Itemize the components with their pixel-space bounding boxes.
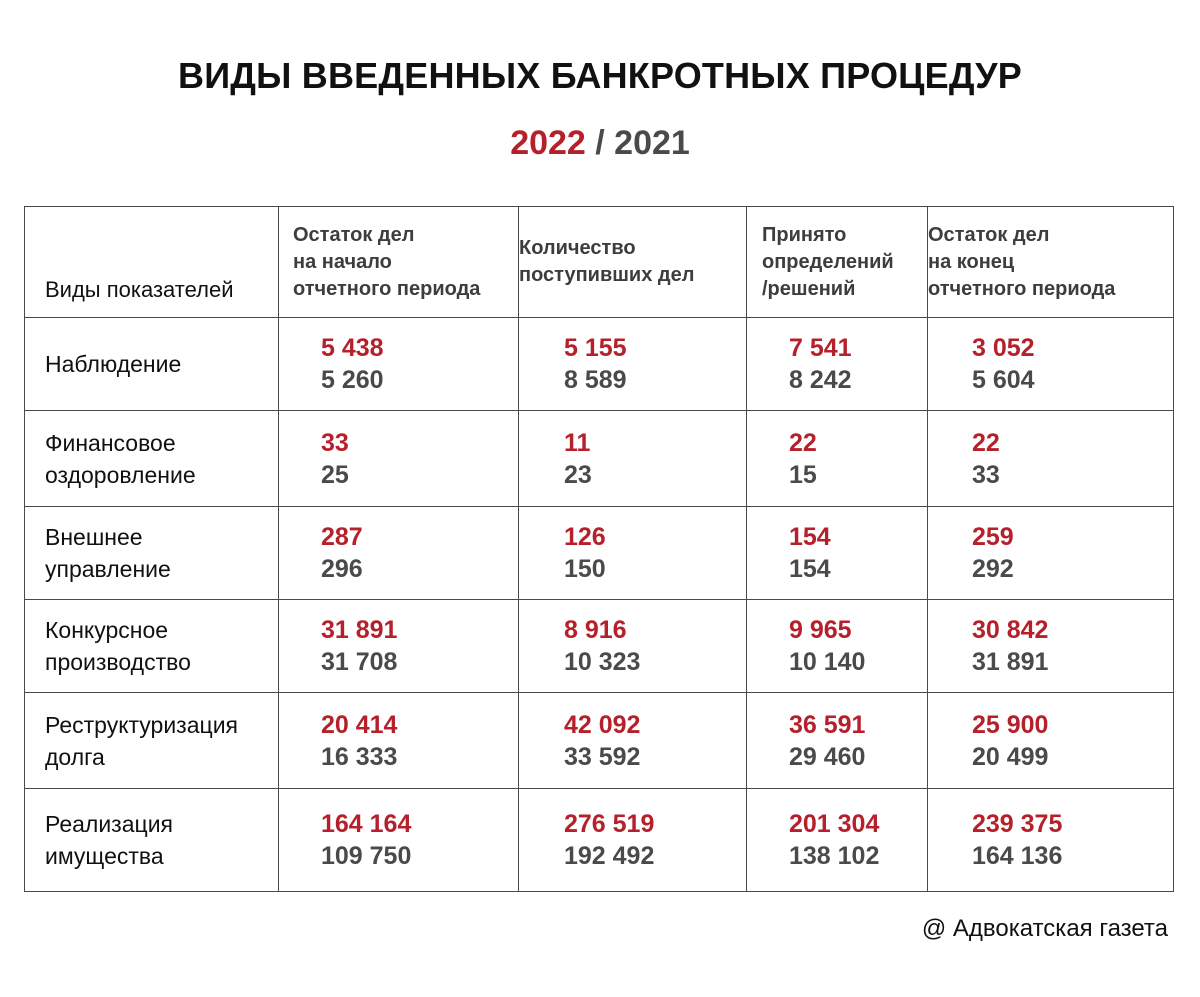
value-cell [747, 600, 928, 693]
row-label-line: производство [45, 649, 191, 675]
value-2022: 22 [972, 428, 1000, 457]
header-line: поступивших дел [519, 264, 695, 286]
value-2022: 201 304 [789, 810, 880, 838]
header-line: /решений [762, 277, 856, 300]
value-cell [747, 411, 928, 507]
value-2022: 5 438 [321, 334, 384, 362]
row-label-line: долга [45, 743, 105, 770]
value-2021: 150 [564, 555, 606, 583]
header-closing-balance [928, 207, 1174, 318]
years-subtitle [0, 124, 1200, 163]
header-line: Принято [762, 223, 847, 246]
value-cell [519, 600, 747, 693]
value-2022: 276 519 [564, 810, 655, 838]
header-opening-balance [279, 207, 519, 318]
value-2021: 10 140 [789, 648, 866, 676]
row-label-line: Наблюдение [45, 351, 182, 377]
value-2021: 25 [321, 460, 349, 489]
year-current: 2022 [510, 124, 586, 162]
row-label [25, 789, 279, 892]
header-indicator-types [25, 207, 279, 318]
value-cell [279, 507, 519, 600]
row-label [25, 693, 279, 789]
value-2021: 192 492 [564, 842, 655, 870]
header-line: Остаток дел [928, 223, 1050, 246]
header-line: Остаток дел [293, 223, 415, 246]
value-cell [519, 693, 747, 789]
value-2022: 42 092 [564, 710, 641, 739]
value-2021: 23 [564, 460, 592, 489]
table-row [25, 693, 1174, 789]
value-2022: 11 [564, 428, 591, 457]
value-2021: 33 [972, 460, 1000, 489]
value-2022: 164 164 [321, 810, 412, 838]
row-label [25, 507, 279, 600]
value-2021: 31 891 [972, 648, 1049, 676]
row-label [25, 411, 279, 507]
value-cell [519, 411, 747, 507]
row-label-line: Внешнее [45, 524, 143, 550]
value-2021: 5 604 [972, 366, 1035, 394]
source-credit: @ Адвокатская газета [921, 915, 1168, 942]
row-label-line: оздоровление [45, 461, 196, 488]
value-2022: 36 591 [789, 710, 866, 739]
value-2022: 31 891 [321, 616, 398, 644]
value-2021: 296 [321, 555, 363, 583]
value-2021: 20 499 [972, 742, 1049, 771]
header-line: Виды показателей [45, 277, 234, 302]
value-2022: 154 [789, 523, 831, 551]
value-cell [279, 600, 519, 693]
value-2022: 30 842 [972, 616, 1049, 644]
row-label-line: Реализация [45, 811, 173, 837]
header-decisions-taken [747, 207, 928, 318]
row-label [25, 318, 279, 411]
value-cell [928, 789, 1174, 892]
value-2022: 7 541 [789, 334, 852, 362]
value-2022: 22 [789, 428, 817, 457]
year-separator: / [585, 124, 615, 162]
table-row [25, 411, 1174, 507]
value-2021: 15 [789, 460, 817, 489]
value-2022: 5 155 [564, 334, 627, 362]
value-2022: 9 965 [789, 616, 852, 644]
header-line: определений [762, 250, 894, 273]
value-2022: 239 375 [972, 810, 1063, 838]
value-cell [928, 693, 1174, 789]
value-2022: 33 [321, 428, 349, 457]
value-2021: 292 [972, 555, 1014, 583]
table-row [25, 789, 1174, 892]
value-cell [747, 789, 928, 892]
page-title: ВИДЫ ВВЕДЕННЫХ БАНКРОТНЫХ ПРОЦЕДУР [178, 55, 1022, 96]
header-line: на конец [928, 250, 1015, 273]
value-2022: 287 [321, 523, 363, 551]
value-cell [928, 507, 1174, 600]
table-row [25, 507, 1174, 600]
value-2022: 20 414 [321, 710, 398, 739]
table-row [25, 318, 1174, 411]
row-label-line: Реструктуризация [45, 711, 238, 738]
value-cell [279, 318, 519, 411]
value-2021: 8 589 [564, 366, 627, 394]
value-2021: 138 102 [789, 842, 880, 870]
value-cell [928, 411, 1174, 507]
row-label-line: управление [45, 556, 171, 582]
row-label-line: Финансовое [45, 429, 176, 456]
value-cell [747, 318, 928, 411]
value-2021: 5 260 [321, 366, 384, 394]
value-2021: 154 [789, 555, 831, 583]
value-cell [519, 318, 747, 411]
header-line: отчетного периода [928, 277, 1116, 300]
value-cell [747, 693, 928, 789]
year-previous: 2021 [614, 124, 690, 162]
header-line: на начало [293, 250, 392, 273]
value-cell [519, 789, 747, 892]
value-cell [279, 789, 519, 892]
value-cell [928, 318, 1174, 411]
value-2022: 25 900 [972, 710, 1049, 739]
header-row [25, 207, 1174, 318]
value-cell [747, 507, 928, 600]
value-cell [928, 600, 1174, 693]
row-label-line: имущества [45, 843, 164, 869]
header-incoming-cases [519, 207, 747, 318]
value-2021: 109 750 [321, 842, 412, 870]
row-label-line: Конкурсное [45, 617, 169, 643]
value-2021: 16 333 [321, 742, 398, 771]
bankruptcy-procedures-table [24, 206, 1174, 892]
value-cell [279, 411, 519, 507]
value-2022: 8 916 [564, 616, 627, 644]
value-2021: 33 592 [564, 742, 641, 771]
value-2022: 3 052 [972, 334, 1035, 362]
row-label [25, 600, 279, 693]
value-cell [519, 507, 747, 600]
value-2021: 8 242 [789, 366, 852, 394]
value-2022: 126 [564, 523, 606, 551]
header-line: отчетного периода [293, 277, 481, 300]
table-row [25, 600, 1174, 693]
value-2022: 259 [972, 523, 1014, 551]
header-line: Количество [519, 237, 636, 259]
value-2021: 29 460 [789, 742, 866, 771]
value-2021: 10 323 [564, 648, 641, 676]
value-cell [279, 693, 519, 789]
value-2021: 164 136 [972, 842, 1063, 870]
value-2021: 31 708 [321, 648, 398, 676]
